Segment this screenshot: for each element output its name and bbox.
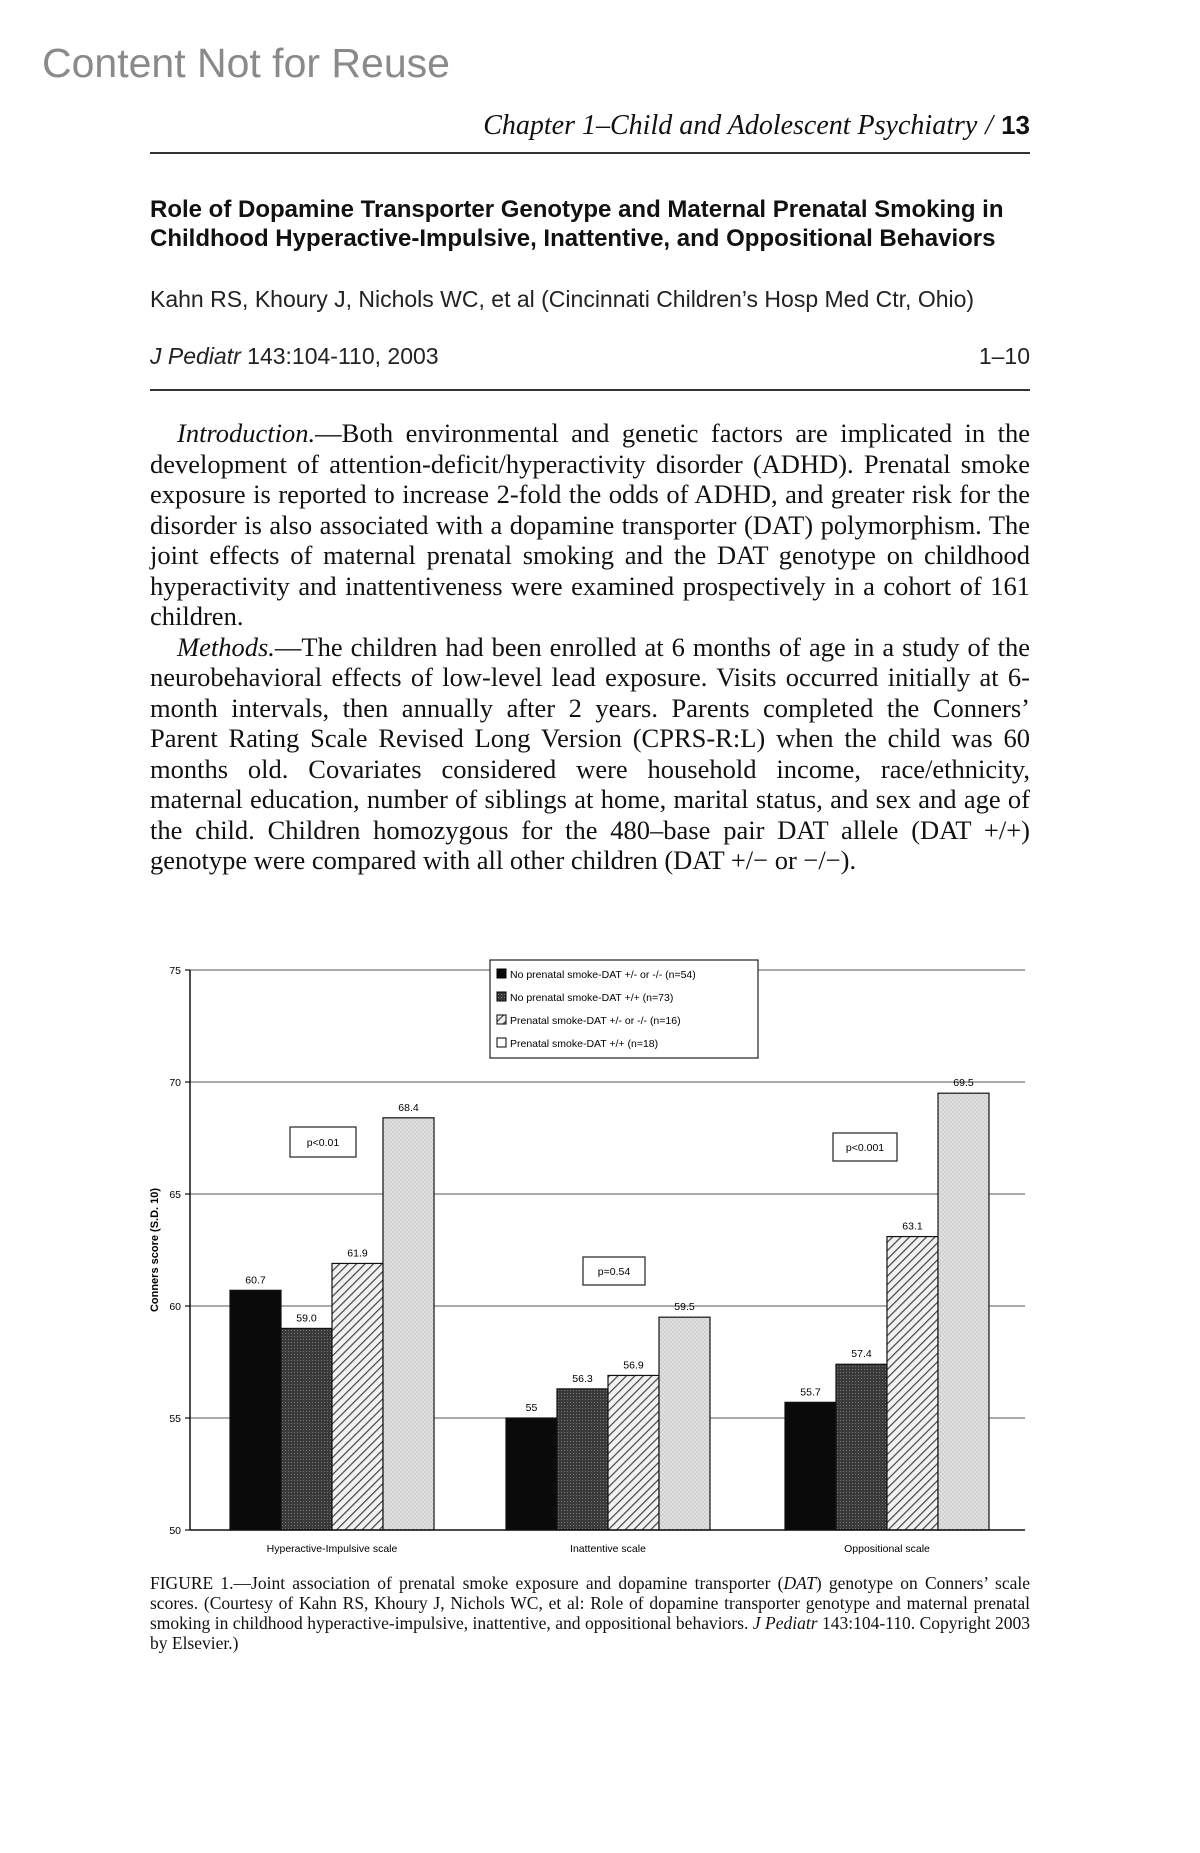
bar-value-label: 56.3 — [572, 1372, 593, 1385]
header-rule — [150, 152, 1030, 154]
citation-row — [150, 343, 1030, 370]
legend-swatch-2 — [497, 992, 506, 1001]
chapter-title: Chapter 1–Child and Adolescent Psychiatry — [483, 110, 978, 141]
bar-4-2 — [659, 1317, 710, 1530]
legend-label-2: No prenatal smoke-DAT +/+ (n=73) — [510, 992, 674, 1004]
y-axis-ticks — [169, 965, 190, 1537]
page-number: 13 — [1001, 110, 1030, 140]
y-axis-label: Conners score (S.D. 10) — [149, 1187, 161, 1313]
bar-3-2 — [608, 1375, 659, 1530]
bar-value-label: 63.1 — [902, 1220, 923, 1233]
legend-swatch-4 — [497, 1038, 506, 1047]
legend-swatch-1 — [497, 969, 506, 978]
figure-caption — [150, 1573, 1030, 1653]
bar-4-3 — [938, 1093, 989, 1530]
caption-text-b: ) genotype on Conners’ scale scores. (Courtesy of Kahn RS, Khoury J, Nichols WC, et al: Role of dopamine transporter genotype and maternal prenatal smoking in childhood hyperactive-impulsive, inattentive, and oppositional behaviors. — [150, 1573, 1031, 1633]
y-tick-label: 60 — [169, 1301, 181, 1313]
bar-value-label: 57.4 — [851, 1348, 872, 1361]
x-category-label: Oppositional scale — [844, 1543, 930, 1555]
article-title: Role of Dopamine Transporter Genotype and Maternal Prenatal Smoking in Childhood Hyperactive-Impulsive, Inattentive, and Oppositional Behaviors — [150, 196, 1004, 252]
x-category-label: Inattentive scale — [570, 1543, 646, 1555]
bar-1-3 — [785, 1402, 836, 1530]
y-tick-label: 55 — [169, 1413, 181, 1425]
caption-journal: J Pediatr — [752, 1613, 818, 1633]
annotation-hyperactive — [290, 1127, 356, 1157]
p-value-inattentive: p=0.54 — [597, 1266, 631, 1278]
figure-chart — [140, 945, 1040, 1565]
legend-swatch-3 — [497, 1015, 506, 1024]
x-category-label: Hyperactive-Impulsive scale — [266, 1543, 398, 1555]
bar-2-1 — [281, 1328, 332, 1530]
legend-label-3: Prenatal smoke-DAT +/- or -/- (n=16) — [510, 1015, 681, 1027]
x-axis-categories — [267, 1543, 930, 1555]
separator: / — [985, 110, 994, 141]
citation: 143:104-110, 2003 — [247, 343, 439, 369]
y-tick-label: 65 — [169, 1189, 181, 1201]
bar-value-label: 69.5 — [953, 1077, 974, 1090]
p-value-hyperactive: p<0.01 — [306, 1137, 340, 1149]
y-tick-label: 75 — [169, 965, 181, 977]
caption-text-a: —Joint association of prenatal smoke exposure and dopamine transporter ( — [233, 1573, 784, 1593]
bar-value-label: 60.7 — [245, 1274, 266, 1287]
annotation-oppositional — [833, 1133, 897, 1161]
bar-4-1 — [383, 1118, 434, 1530]
watermark: Content Not for Reuse — [42, 40, 450, 86]
bar-2-3 — [836, 1364, 887, 1530]
bar-value-label: 56.9 — [623, 1359, 644, 1372]
caption-label: FIGURE 1. — [150, 1573, 234, 1593]
caption-dat: DAT — [783, 1573, 816, 1593]
methods-lead: Methods. — [177, 631, 275, 662]
bar-3-3 — [887, 1237, 938, 1530]
introduction-text: —Both environmental and genetic factors are implicated in the development of attention-deficit/hyperactivity disorder (ADHD). Prenatal smoke exposure is reported to increase 2-fold the odds of ADHD, and greater risk for the disorder is also associated with a dopamine transporter (DAT) polymorphism. The joint effects of maternal prenatal smoking and the DAT genotype on childhood hyperactivity and inattentiveness were examined prospectively in a cohort of 161 children. — [150, 418, 1030, 631]
legend-label-1: No prenatal smoke-DAT +/- or -/- (n=54) — [510, 969, 696, 981]
legend-label-4: Prenatal smoke-DAT +/+ (n=18) — [510, 1038, 659, 1050]
bar-value-label: 68.4 — [398, 1101, 419, 1114]
citation-rule — [150, 389, 1030, 391]
methods-paragraph — [150, 632, 1030, 876]
bar-2-2 — [557, 1389, 608, 1530]
legend — [490, 960, 758, 1058]
bar-value-label: 55.7 — [800, 1386, 821, 1399]
annotation-inattentive — [583, 1257, 645, 1285]
bar-value-label: 61.9 — [347, 1247, 368, 1260]
running-head — [150, 110, 1030, 142]
y-tick-label: 70 — [169, 1077, 181, 1089]
bar-value-label: 59.5 — [674, 1301, 695, 1314]
p-value-oppositional: p<0.001 — [845, 1142, 885, 1154]
caption-text-c: 143:104-110. Copyright 2003 by Elsevier.) — [150, 1613, 1031, 1653]
bar-3-1 — [332, 1263, 383, 1530]
bar-1-1 — [230, 1290, 281, 1530]
bar-value-label: 55 — [525, 1402, 538, 1414]
body-text — [150, 418, 1030, 876]
introduction-paragraph — [150, 418, 1030, 632]
article-authors: Kahn RS, Khoury J, Nichols WC, et al (Cincinnati Children’s Hosp Med Ctr, Ohio) — [150, 286, 975, 312]
bar-1-2 — [506, 1418, 557, 1530]
reference-number: 1–10 — [978, 343, 1030, 369]
bar-value-label: 59.0 — [296, 1312, 317, 1325]
introduction-lead: Introduction. — [177, 418, 316, 448]
methods-text: —The children had been enrolled at 6 months of age in a study of the neurobehavioral effects of low-level lead exposure. Visits occurred initially at 6-month intervals, then annually after 2 years. Parents completed the Conners’ Parent Rating Scale Revised Long Version (CPRS-R:L) when the child was 60 months old. Covariates considered were household income, race/ethnicity, maternal education, number of siblings at home, marital status, and sex and age of the child. Children homozygous for the 480–base pair DAT allele (DAT +/+) genotype were compared with all other children (DAT +/− or −/−). — [150, 631, 1030, 875]
y-tick-label: 50 — [169, 1525, 181, 1537]
journal-name: J Pediatr — [150, 343, 241, 369]
